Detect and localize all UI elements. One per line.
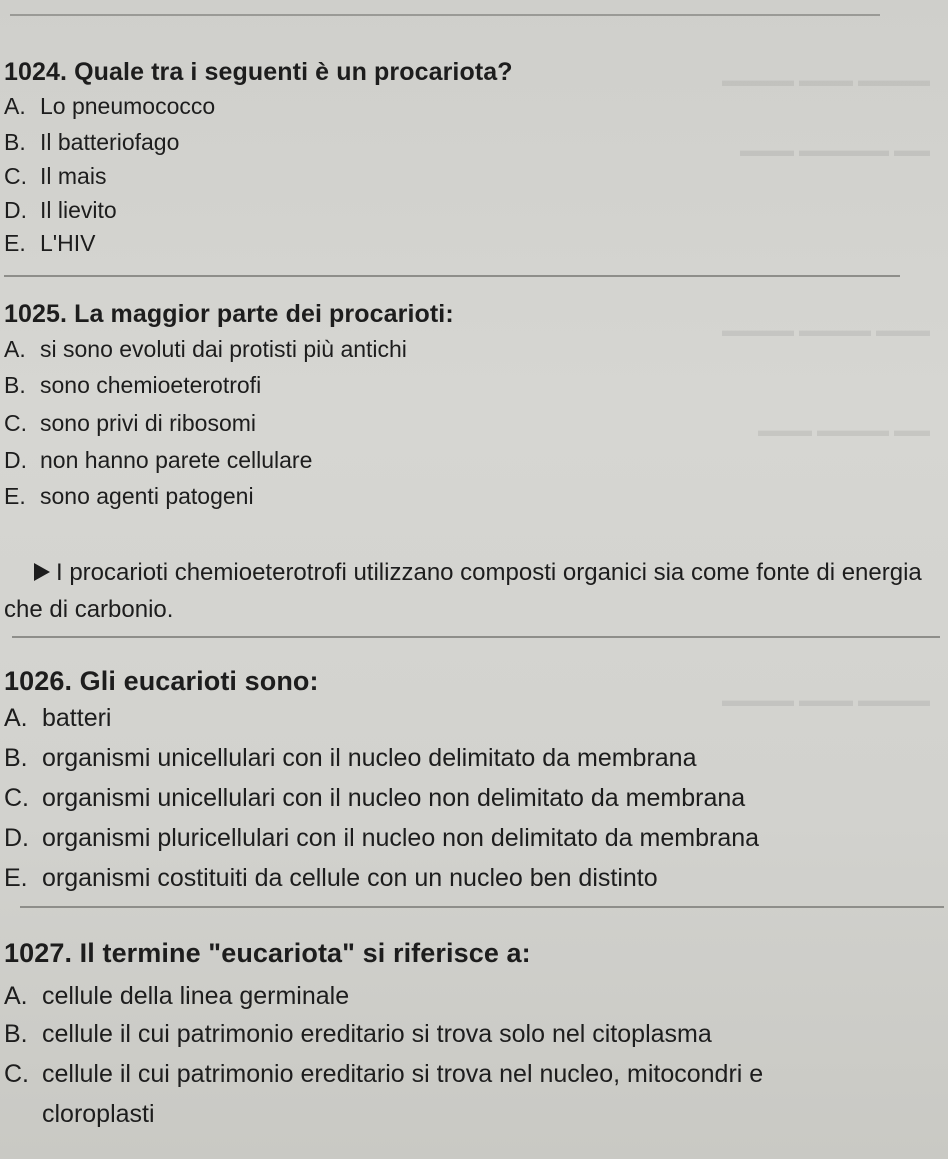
option-letter: A. xyxy=(4,982,28,1010)
option-c xyxy=(4,1060,948,1089)
option-b xyxy=(4,372,261,399)
option-a xyxy=(4,336,407,363)
option-d xyxy=(4,197,117,224)
option-text: L'HIV xyxy=(40,230,96,256)
option-a xyxy=(4,982,349,1011)
option-text: sono chemioeterotrofi xyxy=(40,372,262,398)
question-title: 1026. Gli eucarioti sono: xyxy=(4,666,319,696)
option-letter: E. xyxy=(4,864,28,892)
option-letter: A. xyxy=(4,336,26,362)
option-text: Il mais xyxy=(40,163,107,189)
option-text: organismi pluricellulari con il nucleo non delimitato da membrana xyxy=(42,824,760,852)
option-e xyxy=(4,864,658,893)
top-rule xyxy=(10,14,880,16)
question-title: 1025. La maggior parte dei procarioti: xyxy=(4,300,454,328)
show-through-text: ▬▬▬▬ ▬▬▬ ▬▬▬▬ xyxy=(721,690,930,710)
option-text: Il batteriofago xyxy=(40,129,180,155)
option-letter: A. xyxy=(4,93,26,119)
option-b xyxy=(4,744,697,773)
option-letter: C. xyxy=(4,163,27,189)
option-text: batteri xyxy=(42,704,112,732)
option-b xyxy=(4,129,179,156)
option-c xyxy=(4,784,745,813)
option-text: si sono evoluti dai protisti più antichi xyxy=(40,336,407,362)
option-b xyxy=(4,1020,712,1049)
option-letter: D. xyxy=(4,197,27,223)
explanation-text: I procarioti chemioeterotrofi utilizzano composti organici sia come fonte di energia che di carbonio. xyxy=(4,559,922,623)
option-letter: B. xyxy=(4,1020,28,1048)
question-title: 1024. Quale tra i seguenti è un procariota? xyxy=(4,58,513,86)
option-text: cellule il cui patrimonio ereditario si trova nel nucleo, mitocondri e xyxy=(42,1060,764,1088)
option-letter: C. xyxy=(4,1060,29,1088)
option-d xyxy=(4,447,312,474)
option-d xyxy=(4,824,759,853)
option-letter: D. xyxy=(4,824,29,852)
option-letter: E. xyxy=(4,483,26,509)
option-letter: E. xyxy=(4,230,26,256)
option-text: non hanno parete cellulare xyxy=(40,447,313,473)
show-through-text: ▬▬▬ ▬▬▬▬▬ ▬▬ xyxy=(739,140,930,160)
question-title: 1027. Il termine "eucariota" si riferisce a: xyxy=(4,938,531,968)
option-letter: B. xyxy=(4,372,26,398)
section-divider xyxy=(20,906,944,908)
option-letter: B. xyxy=(4,129,26,155)
option-text: sono agenti patogeni xyxy=(40,483,254,509)
option-text: sono privi di ribosomi xyxy=(40,410,257,436)
option-text: Lo pneumococco xyxy=(40,93,216,119)
option-letter: B. xyxy=(4,744,28,772)
option-e xyxy=(4,230,96,257)
option-a xyxy=(4,93,215,120)
option-c xyxy=(4,410,256,437)
explanation-note xyxy=(4,554,944,628)
option-text: organismi unicellulari con il nucleo non delimitato da membrana xyxy=(42,784,746,812)
option-text: cloroplasti xyxy=(42,1100,155,1128)
section-divider xyxy=(12,636,940,638)
option-text: organismi costituiti da cellule con un nucleo ben distinto xyxy=(42,864,658,892)
option-a xyxy=(4,704,111,733)
option-text: Il lievito xyxy=(40,197,117,223)
option-letter: C. xyxy=(4,410,27,436)
option-e xyxy=(4,483,254,510)
option-c-continued xyxy=(4,1100,155,1129)
option-text: organismi unicellulari con il nucleo delimitato da membrana xyxy=(42,744,697,772)
show-through-text: ▬▬▬ ▬▬▬▬ ▬▬ xyxy=(757,420,930,440)
option-text: cellule il cui patrimonio ereditario si trova solo nel citoplasma xyxy=(42,1020,712,1048)
show-through-text: ▬▬▬▬ ▬▬▬▬ ▬▬▬ xyxy=(721,320,930,340)
option-text: cellule della linea germinale xyxy=(42,982,350,1010)
option-c xyxy=(4,163,106,190)
arrow-icon xyxy=(34,563,50,581)
option-letter: D. xyxy=(4,447,27,473)
show-through-text: ▬▬▬▬ ▬▬▬ ▬▬▬▬ xyxy=(721,70,930,90)
option-letter: C. xyxy=(4,784,29,812)
section-divider xyxy=(4,275,900,277)
option-letter: A. xyxy=(4,704,28,732)
